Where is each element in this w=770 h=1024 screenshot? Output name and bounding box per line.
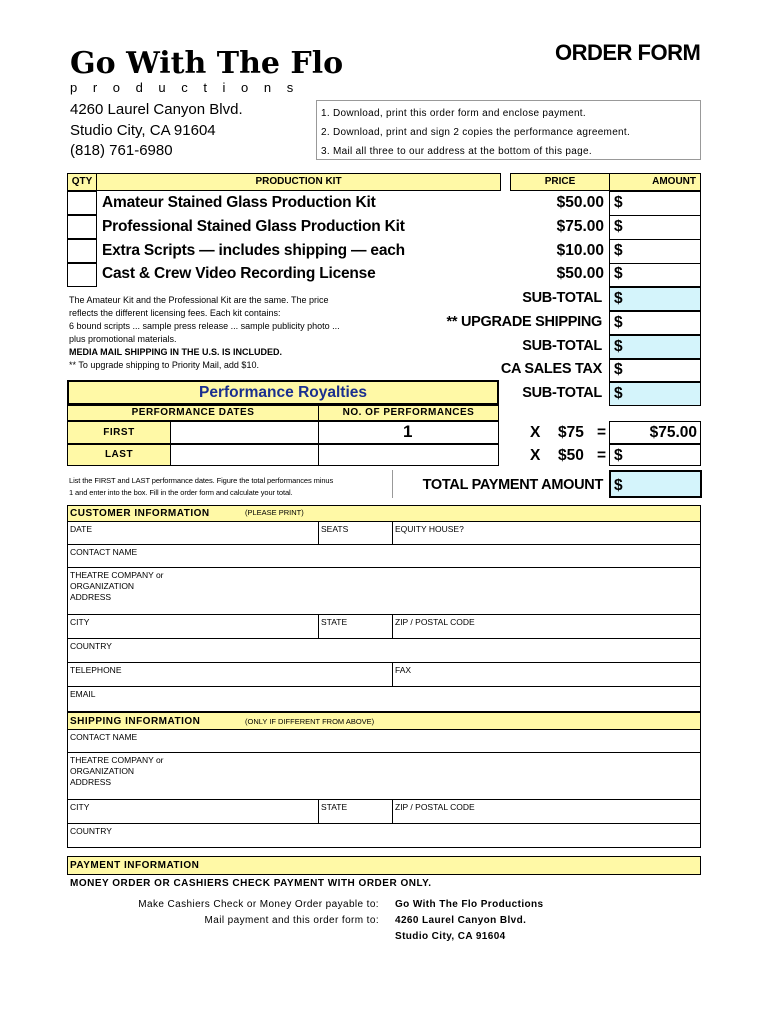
theatre-label: THEATRE COMPANY or [70,570,164,580]
fax-field[interactable] [392,662,701,687]
phone-number: (818) 761-6980 [70,142,173,159]
step-1: 1. Download, print this order form and enclose payment. [321,108,586,119]
divider [609,239,701,240]
performances-count-input[interactable] [318,444,499,466]
contact-name-field[interactable] [67,544,701,568]
shipping-country-field[interactable] [67,823,701,848]
state-label: STATE [321,617,348,627]
shipping-contact-field[interactable] [67,729,701,753]
product-name-1: Amateur Stained Glass Production Kit [102,194,376,211]
seats-field[interactable] [318,521,393,545]
note-line: 6 bound scripts ... sample press release ... sample publicity photo ... [69,321,340,331]
multiply-sign: X [530,447,541,464]
date-label: DATE [70,524,93,534]
company-logo-subtitle: productions [70,80,309,95]
col-amount-header: AMOUNT [609,173,701,191]
royalties-instructions [69,475,399,499]
telephone-field[interactable] [67,662,393,687]
currency-sign: $ [614,338,623,355]
instruction-line: List the FIRST and LAST performance dates. Figure the total performances minus [69,476,334,485]
product-name-3: Extra Scripts — includes shipping — each [102,242,405,259]
note-line: ** To upgrade shipping to Priority Mail, add $10. [69,360,259,370]
zip-label: ZIP / POSTAL CODE [395,617,475,627]
equity-label: EQUITY HOUSE? [395,524,464,534]
divider [609,263,701,264]
upgrade-shipping-label: ** UPGRADE SHIPPING [446,314,602,330]
currency-sign: $ [614,385,623,402]
product-price-3: $10.00 [556,242,604,259]
product-name-2: Professional Stained Glass Production Kit [102,218,405,235]
first-label: FIRST [67,421,171,444]
equity-house-field[interactable] [392,521,701,545]
shipping-city-field[interactable] [67,799,319,824]
first-count-value: 1 [403,422,413,441]
state-field[interactable] [318,614,393,639]
city-field[interactable] [67,614,319,639]
equals-sign: = [597,447,607,464]
currency-sign: $ [614,218,623,235]
theatre-address-field[interactable] [67,567,701,615]
divider [392,470,393,498]
last-date-input[interactable] [170,444,319,466]
customer-info-header: CUSTOMER INFORMATION [70,508,210,519]
shipping-contact-label: CONTACT NAME [70,732,138,742]
shipping-organization-label: ORGANIZATION [70,766,135,776]
shipping-country-label: COUNTRY [70,826,112,836]
equals-sign: = [597,424,607,441]
royalties-title: Performance Royalties [67,380,499,405]
payment-rule: MONEY ORDER OR CASHIERS CHECK PAYMENT WITH ORDER ONLY. [70,878,432,889]
multiply-sign: X [530,424,541,441]
col-price-header: PRICE [510,173,610,191]
instruction-line: 1 and enter into the box. Fill in the order form and calculate your total. [69,488,293,497]
product-name-4: Cast & Crew Video Recording License [102,265,376,282]
total-payment-label: TOTAL PAYMENT AMOUNT [422,477,603,493]
currency-sign: $ [614,361,623,378]
kit-notes [69,294,399,372]
first-date-input[interactable] [170,421,319,444]
email-label: EMAIL [70,689,96,699]
qty-input-4[interactable] [67,263,97,287]
product-price-2: $75.00 [556,218,604,235]
sales-tax-label: CA SALES TAX [500,361,602,377]
instructions-box [316,100,701,160]
payee-city: Studio City, CA 91604 [395,931,506,942]
subtotal-label-3: SUB-TOTAL [522,385,602,401]
note-line: The Amateur Kit and the Professional Kit are the same. The price [69,295,329,305]
country-label: COUNTRY [70,641,112,651]
product-price-1: $50.00 [556,194,604,211]
shipping-info-header: SHIPPING INFORMATION [70,716,201,727]
zip-field[interactable] [392,614,701,639]
col-kit-header: PRODUCTION KIT [96,173,501,191]
performance-count-header: NO. OF PERFORMANCES [318,405,499,421]
subtotal-label-2: SUB-TOTAL [522,338,602,354]
currency-sign: $ [614,447,623,464]
date-field[interactable] [67,521,319,545]
payee-street: 4260 Laurel Canyon Blvd. [395,915,527,926]
country-field[interactable] [67,638,701,663]
performance-dates-header: PERFORMANCE DATES [67,405,319,421]
note-line: plus promotional materials. [69,334,177,344]
payment-info-header: PAYMENT INFORMATION [70,860,200,871]
subtotal-label-1: SUB-TOTAL [522,290,602,306]
email-field[interactable] [67,686,701,712]
company-logo: Go With The Flo [70,46,344,81]
shipping-note: (ONLY IF DIFFERENT FROM ABOVE) [245,717,375,726]
qty-input-2[interactable] [67,215,97,239]
note-line: MEDIA MAIL SHIPPING IN THE U.S. IS INCLUDED. [69,347,283,357]
shipping-state-label: STATE [321,802,348,812]
contact-label: CONTACT NAME [70,547,138,557]
organization-label: ORGANIZATION [70,581,135,591]
rate-first: $75 [558,424,584,441]
payable-to-label: Make Cashiers Check or Money Order payable to: [138,899,379,910]
shipping-theatre-address-field[interactable] [67,752,701,800]
currency-sign: $ [614,194,623,211]
first-performance-amount: $75.00 [649,424,697,441]
seats-label: SEATS [321,524,349,534]
qty-input-1[interactable] [67,191,97,215]
address-label: ADDRESS [70,592,112,602]
shipping-theatre-label: THEATRE COMPANY or [70,755,164,765]
shipping-zip-field[interactable] [392,799,701,824]
telephone-label: TELEPHONE [70,665,122,675]
note-line: reflects the different licensing fees. Each kit contains: [69,308,281,318]
step-3: 3. Mail all three to our address at the bottom of this page. [321,146,592,157]
payee-name: Go With The Flo Productions [395,899,544,910]
step-2: 2. Download, print and sign 2 copies the performance agreement. [321,127,631,138]
qty-input-3[interactable] [67,239,97,263]
city-label: CITY [70,617,90,627]
shipping-city-label: CITY [70,802,90,812]
please-print-note: (PLEASE PRINT) [245,508,304,517]
currency-sign: $ [614,265,623,282]
page-title: ORDER FORM [555,40,701,65]
product-price-4: $50.00 [556,265,604,282]
shipping-zip-label: ZIP / POSTAL CODE [395,802,475,812]
shipping-state-field[interactable] [318,799,393,824]
currency-sign: $ [614,477,623,494]
rate-additional: $50 [558,447,584,464]
currency-sign: $ [614,314,623,331]
col-qty-header: QTY [67,173,97,191]
mail-to-label: Mail payment and this order form to: [204,915,379,926]
currency-sign: $ [614,242,623,259]
address-line1: 4260 Laurel Canyon Blvd. [70,101,243,118]
address-line2: Studio City, CA 91604 [70,122,216,139]
shipping-address-label: ADDRESS [70,777,112,787]
divider [609,215,701,216]
currency-sign: $ [614,290,623,307]
fax-label: FAX [395,665,412,675]
last-label: LAST [67,444,171,466]
